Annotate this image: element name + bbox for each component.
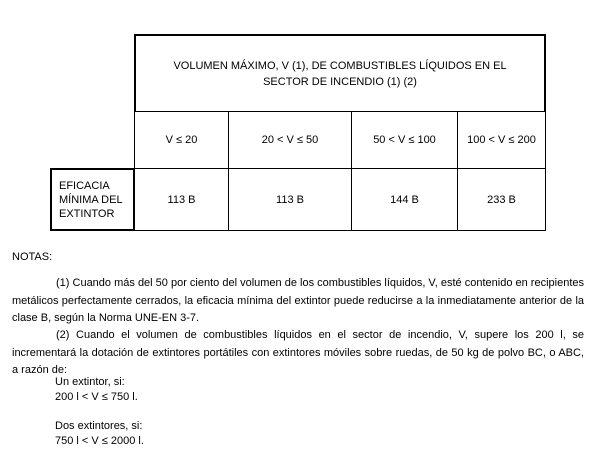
column-header-label: 100 < V ≤ 200 (467, 134, 536, 146)
row-label-text: EFICACIA MÍNIMA DEL EXTINTOR (59, 179, 123, 220)
table-header-text: VOLUMEN MÁXIMO, V (1), DE COMBUSTIBLES LÍQUIDOS EN EL SECTOR DE INCENDIO (1) (2) (173, 59, 507, 88)
table-value-cell (228, 168, 352, 231)
table-value: 113 B (167, 193, 196, 206)
column-header (228, 111, 352, 169)
table-value: 144 B (390, 193, 419, 206)
column-header (351, 111, 458, 169)
case-two-range: 750 l < V ≤ 2000 l. (55, 435, 144, 447)
table-value-cell (134, 168, 229, 231)
table-value-cell (457, 168, 546, 231)
table-value: 113 B (276, 193, 304, 206)
column-header (457, 111, 546, 169)
column-header-label: 50 < V ≤ 100 (373, 134, 436, 146)
table-value: 233 B (487, 193, 516, 206)
column-header-label: V ≤ 20 (165, 134, 198, 146)
column-header (134, 111, 229, 169)
table-value-cell (351, 168, 458, 231)
row-label-cell (50, 168, 135, 231)
note-2: (2) Cuando el volumen de combustibles líquidos en el sector de incendio, V, supere los 200 l, se incrementará la dotación de extintores portátiles con extintores móviles sobre ruedas, de 50 kg de polvo BC, o ABC, a razón de: (12, 329, 584, 376)
case-one-label: Un extintor, si: (55, 376, 125, 388)
notes-heading: NOTAS: (12, 251, 53, 263)
note-1: (1) Cuando más del 50 por ciento del volumen de los combustibles líquidos, V, esté contenido en recipientes metálicos perfectamente cerrados, la eficacia mínima del extintor puede reducirse a la inmediatamente anterior de la clase B, según la Norma UNE-EN 3-7. (12, 277, 584, 324)
table-header-volume (134, 34, 546, 112)
column-header-label: 20 < V ≤ 50 (261, 134, 319, 146)
case-one-range: 200 l < V ≤ 750 l. (55, 391, 138, 403)
case-two-label: Dos extintores, si: (55, 420, 143, 432)
